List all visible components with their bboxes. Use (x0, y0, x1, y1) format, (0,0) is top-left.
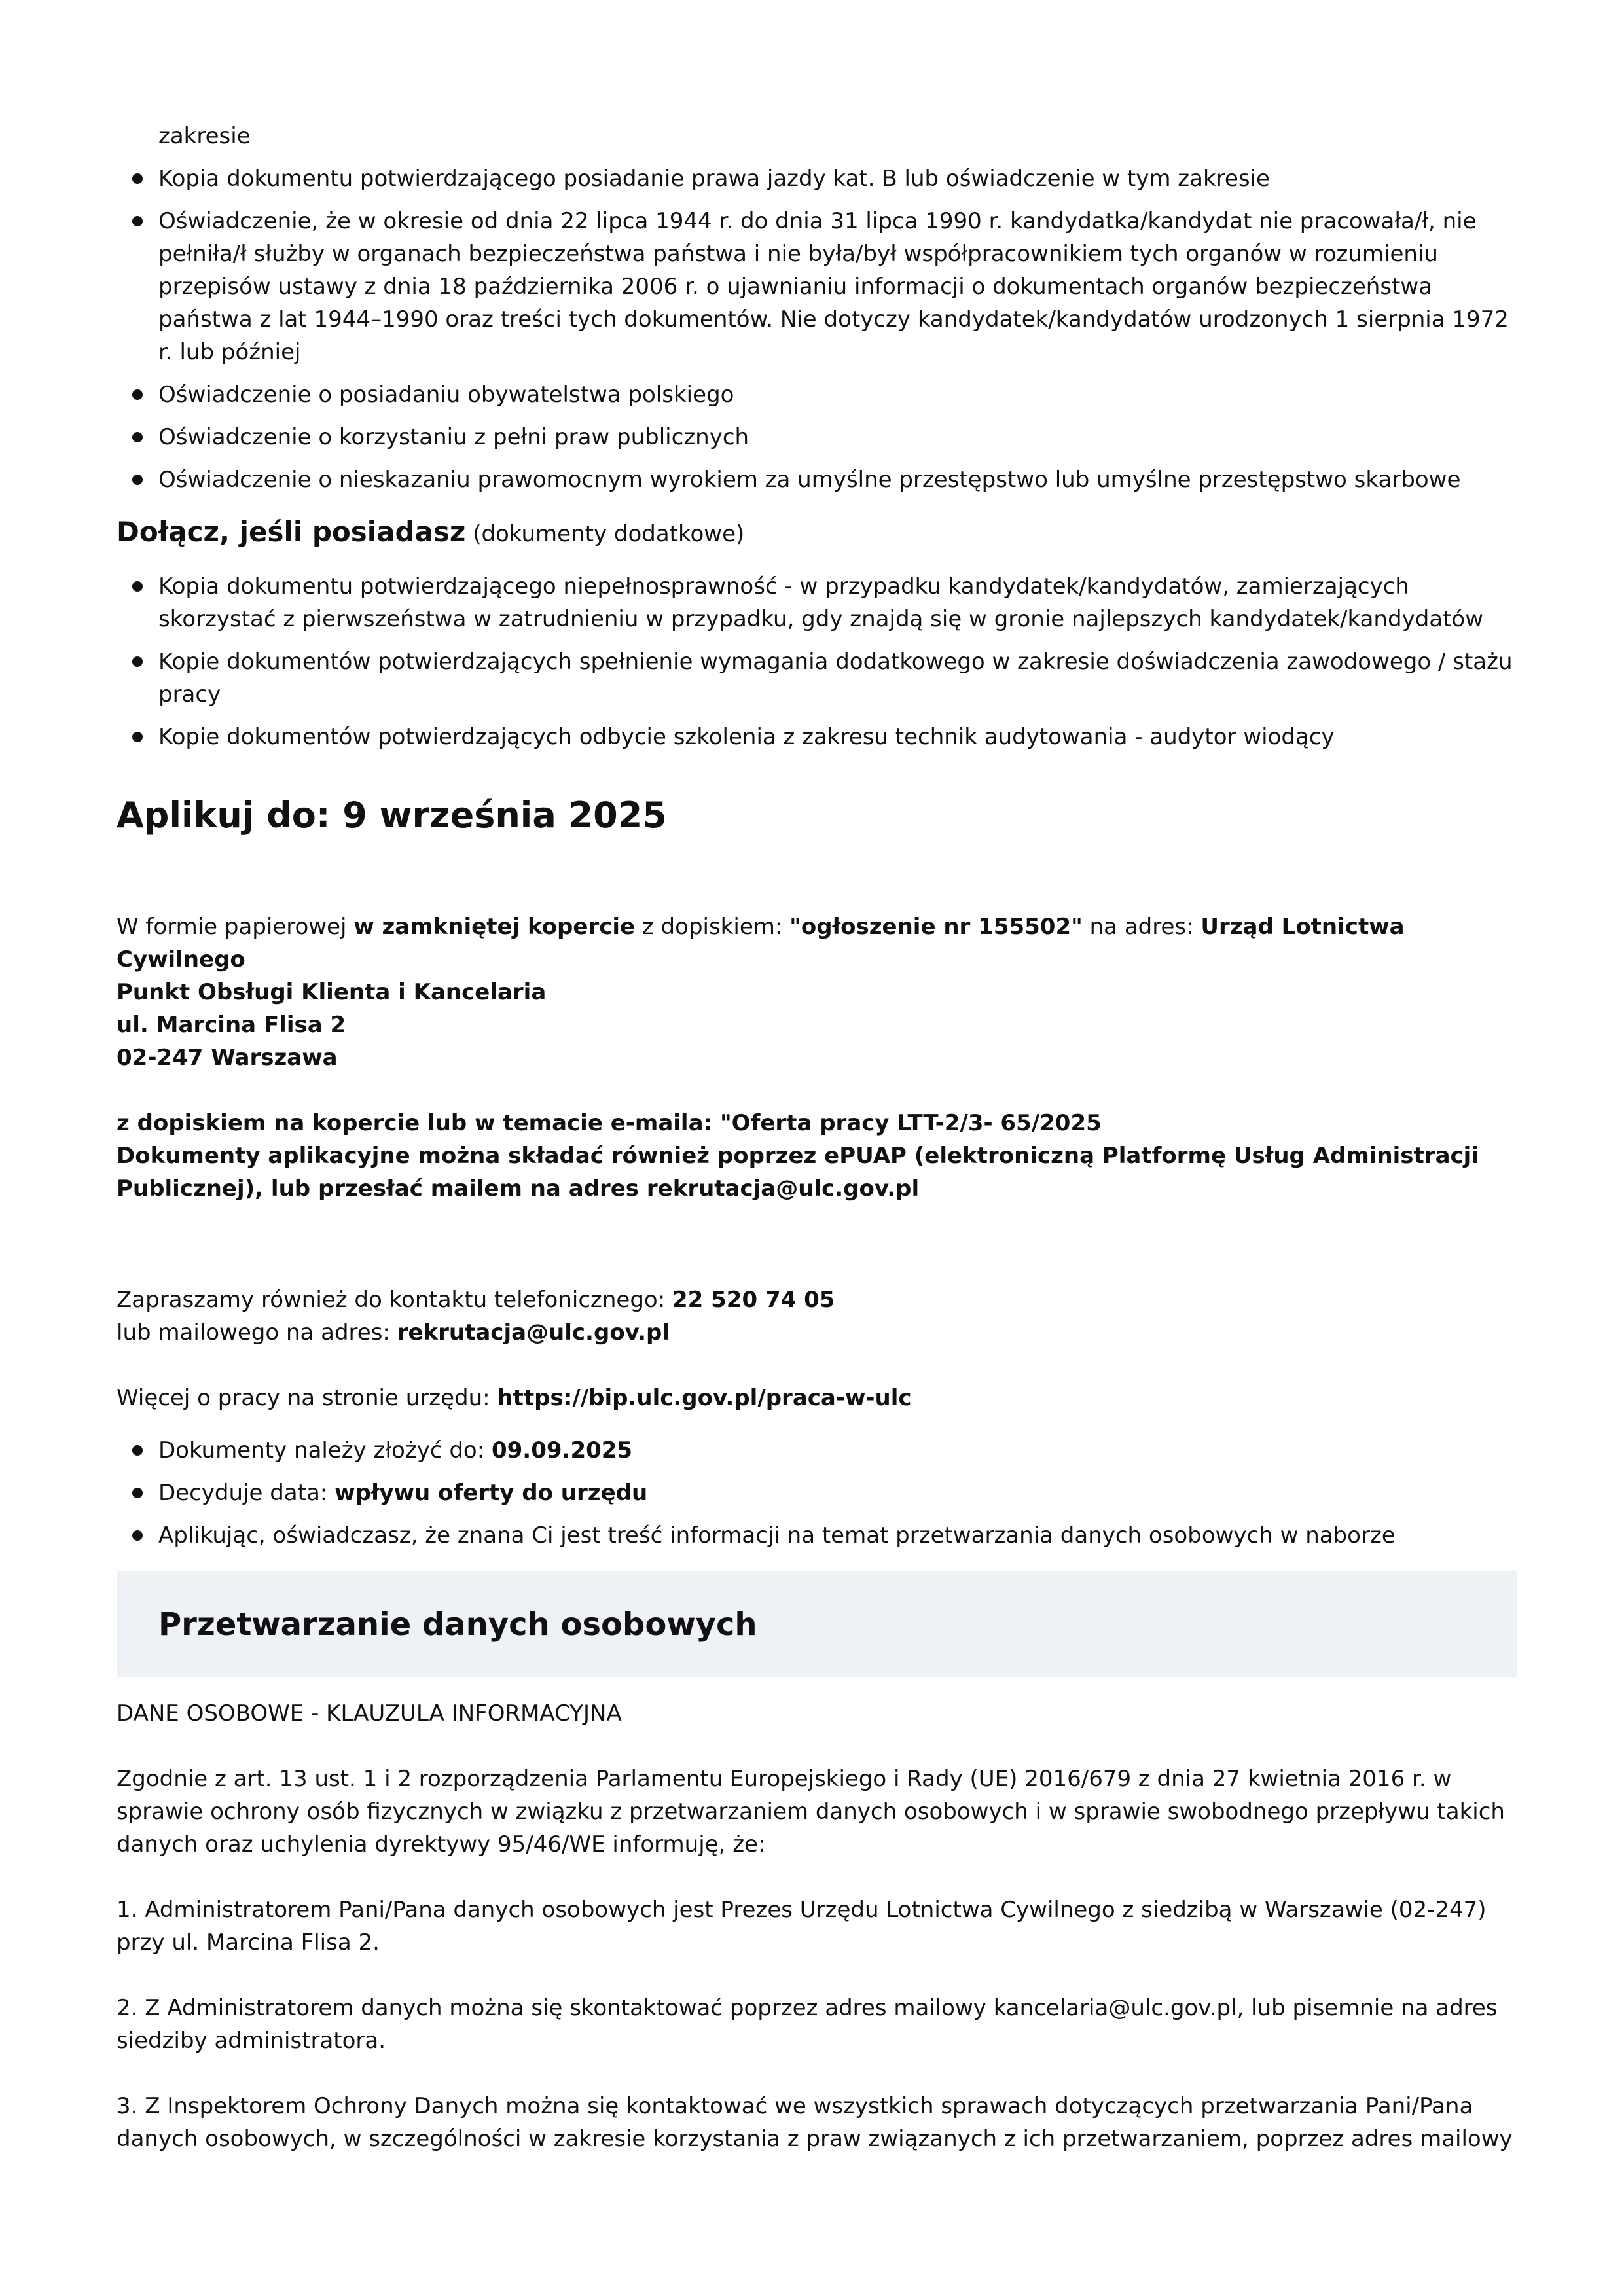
privacy-paragraph: 2. Z Administratorem danych można się skontaktować poprzez adres mailowy kancelaria@ulc.gov.pl, lub pisemnie na adres siedziby administratora. (117, 1995, 1498, 2054)
list-item: Oświadczenie o posiadaniu obywatelstwa polskiego (158, 378, 1517, 411)
apply-intro-bold: w zamkniętej kopercie (353, 914, 636, 940)
contact-mail-label: lub mailowego na adres: (117, 1319, 397, 1346)
address-line: Urząd Lotnictwa Cywilnego (117, 914, 1405, 973)
optional-docs-heading (117, 516, 1517, 550)
apply-note: Dokumenty aplikacyjne można składać również poprzez ePUAP (elektroniczną Platformę Usług Administracji Publicznej), lub przesłać mailem na adres rekrutacja@ulc.gov.pl (117, 1143, 1479, 1202)
list-item: Oświadczenie o korzystaniu z pełni praw publicznych (158, 421, 1517, 454)
contact-phone-label: Zapraszamy również do kontaktu telefonicznego: (117, 1287, 672, 1313)
required-docs-list (117, 162, 1517, 496)
optional-docs-list (117, 570, 1517, 753)
apply-summary-list (117, 1434, 1517, 1552)
privacy-paragraph: Zgodnie z art. 13 ust. 1 i 2 rozporządzenia Parlamentu Europejskiego i Rady (UE) 2016/679 z dnia 27 kwietnia 2016 r. w sprawie ochrony osób fizycznych w związku z przetwarzaniem danych osobowych i w sprawie swobodnego przepływu takich danych oraz uchylenia dyrektywy 95/46/WE informuję, że: (117, 1766, 1505, 1857)
list-item: Oświadczenie, że w okresie od dnia 22 lipca 1944 r. do dnia 31 lipca 1990 r. kandydatka/kandydat nie pracowała/ł, nie pełniła/ł służby w organach bezpieczeństwa państwa i nie była/był współpracownikiem tych organów w rozumieniu przepisów ustawy z dnia 18 października 2006 r. o ujawnianiu informacji o dokumentach organów bezpieczeństwa państwa z lat 1944–1990 oraz treści tych dokumentów. Nie dotyczy kandydatek/kandydatów urodzonych 1 sierpnia 1972 r. lub później (158, 205, 1517, 368)
list-item: Kopie dokumentów potwierdzających spełnienie wymagania dodatkowego w zakresie doświadczenia zawodowego / stażu pracy (158, 645, 1517, 711)
apply-intro-text: z dopiskiem: (635, 914, 790, 940)
more-info-line (117, 1382, 1517, 1414)
contact-phone: 22 520 74 05 (672, 1287, 835, 1313)
announcement-number: "ogłoszenie nr 155502" (789, 914, 1083, 940)
deadline-value: 09.09.2025 (491, 1437, 633, 1463)
apply-note: z dopiskiem na kopercie lub w temacie e-maila: "Oferta pracy LTT-2/3- 65/2025 (117, 1110, 1102, 1136)
address-line: Punkt Obsługi Klienta i Kancelaria (117, 979, 547, 1005)
optional-docs-title: Dołącz, jeśli posiadasz (117, 516, 466, 548)
deadline-label: Dokumenty należy złożyć do: (158, 1437, 492, 1463)
contact-mail-line (117, 1316, 1517, 1349)
optional-docs-note: (dokumenty dodatkowe) (473, 521, 745, 547)
contact-email-link[interactable]: rekrutacja@ulc.gov.pl (397, 1319, 670, 1346)
document-content (117, 120, 1517, 2188)
privacy-heading: Przetwarzanie danych osobowych (158, 1606, 757, 1643)
list-item (158, 1477, 1517, 1509)
list-item (158, 1434, 1517, 1467)
list-item: Kopia dokumentu potwierdzającego niepełnosprawność - w przypadku kandydatek/kandydatów, zamierzających skorzystać z pierwszeństwa w zatrudnieniu w przypadku, gdy znajdą się w gronie najlepszych kandydatek/kandydatów (158, 570, 1517, 636)
list-item: Aplikując, oświadczasz, że znana Ci jest treść informacji na temat przetwarzania danych osobowych w naborze (158, 1519, 1517, 1552)
clause-title: DANE OSOBOWE - KLAUZULA INFORMACYJNA (117, 1700, 622, 1727)
privacy-section-header (117, 1571, 1517, 1677)
list-continuation: zakresie (158, 123, 251, 149)
address-line: 02-247 Warszawa (117, 1045, 338, 1071)
contact-phone-line (117, 1283, 1517, 1316)
privacy-paragraph: 1. Administratorem Pani/Pana danych osobowych jest Prezes Urzędu Lotnictwa Cywilnego z siedzibą w Warszawie (02-247) przy ul. Marcina Flisa 2. (117, 1897, 1487, 1956)
decides-label: Decyduje data: (158, 1480, 335, 1506)
privacy-paragraph: 3. Z Inspektorem Ochrony Danych można się kontaktować we wszystkich sprawach dotyczących przetwarzania Pani/Pana danych osobowych, w szczególności w zakresie korzystania z praw związanych z ich przetwarzaniem, poprzez adres mailowy (117, 2093, 1513, 2152)
list-item: Kopia dokumentu potwierdzającego posiadanie prawa jazdy kat. B lub oświadczenie w tym zakresie (158, 162, 1517, 195)
apply-intro-text: na adres: (1082, 914, 1201, 940)
apply-intro-text: W formie papierowej (117, 914, 354, 940)
decides-value: wpływu oferty do urzędu (334, 1480, 648, 1506)
more-info-label: Więcej o pracy na stronie urzędu: (117, 1385, 497, 1411)
careers-link[interactable]: https://bip.ulc.gov.pl/praca-w-ulc (497, 1385, 912, 1411)
apply-heading: Aplikuj do: 9 września 2025 (117, 795, 667, 836)
apply-instructions (117, 910, 1517, 976)
list-item: Oświadczenie o nieskazaniu prawomocnym wyrokiem za umyślne przestępstwo lub umyślne przestępstwo skarbowe (158, 463, 1517, 496)
address-line: ul. Marcina Flisa 2 (117, 1012, 346, 1038)
list-item: Kopie dokumentów potwierdzających odbycie szkolenia z zakresu technik audytowania - audytor wiodący (158, 721, 1517, 753)
